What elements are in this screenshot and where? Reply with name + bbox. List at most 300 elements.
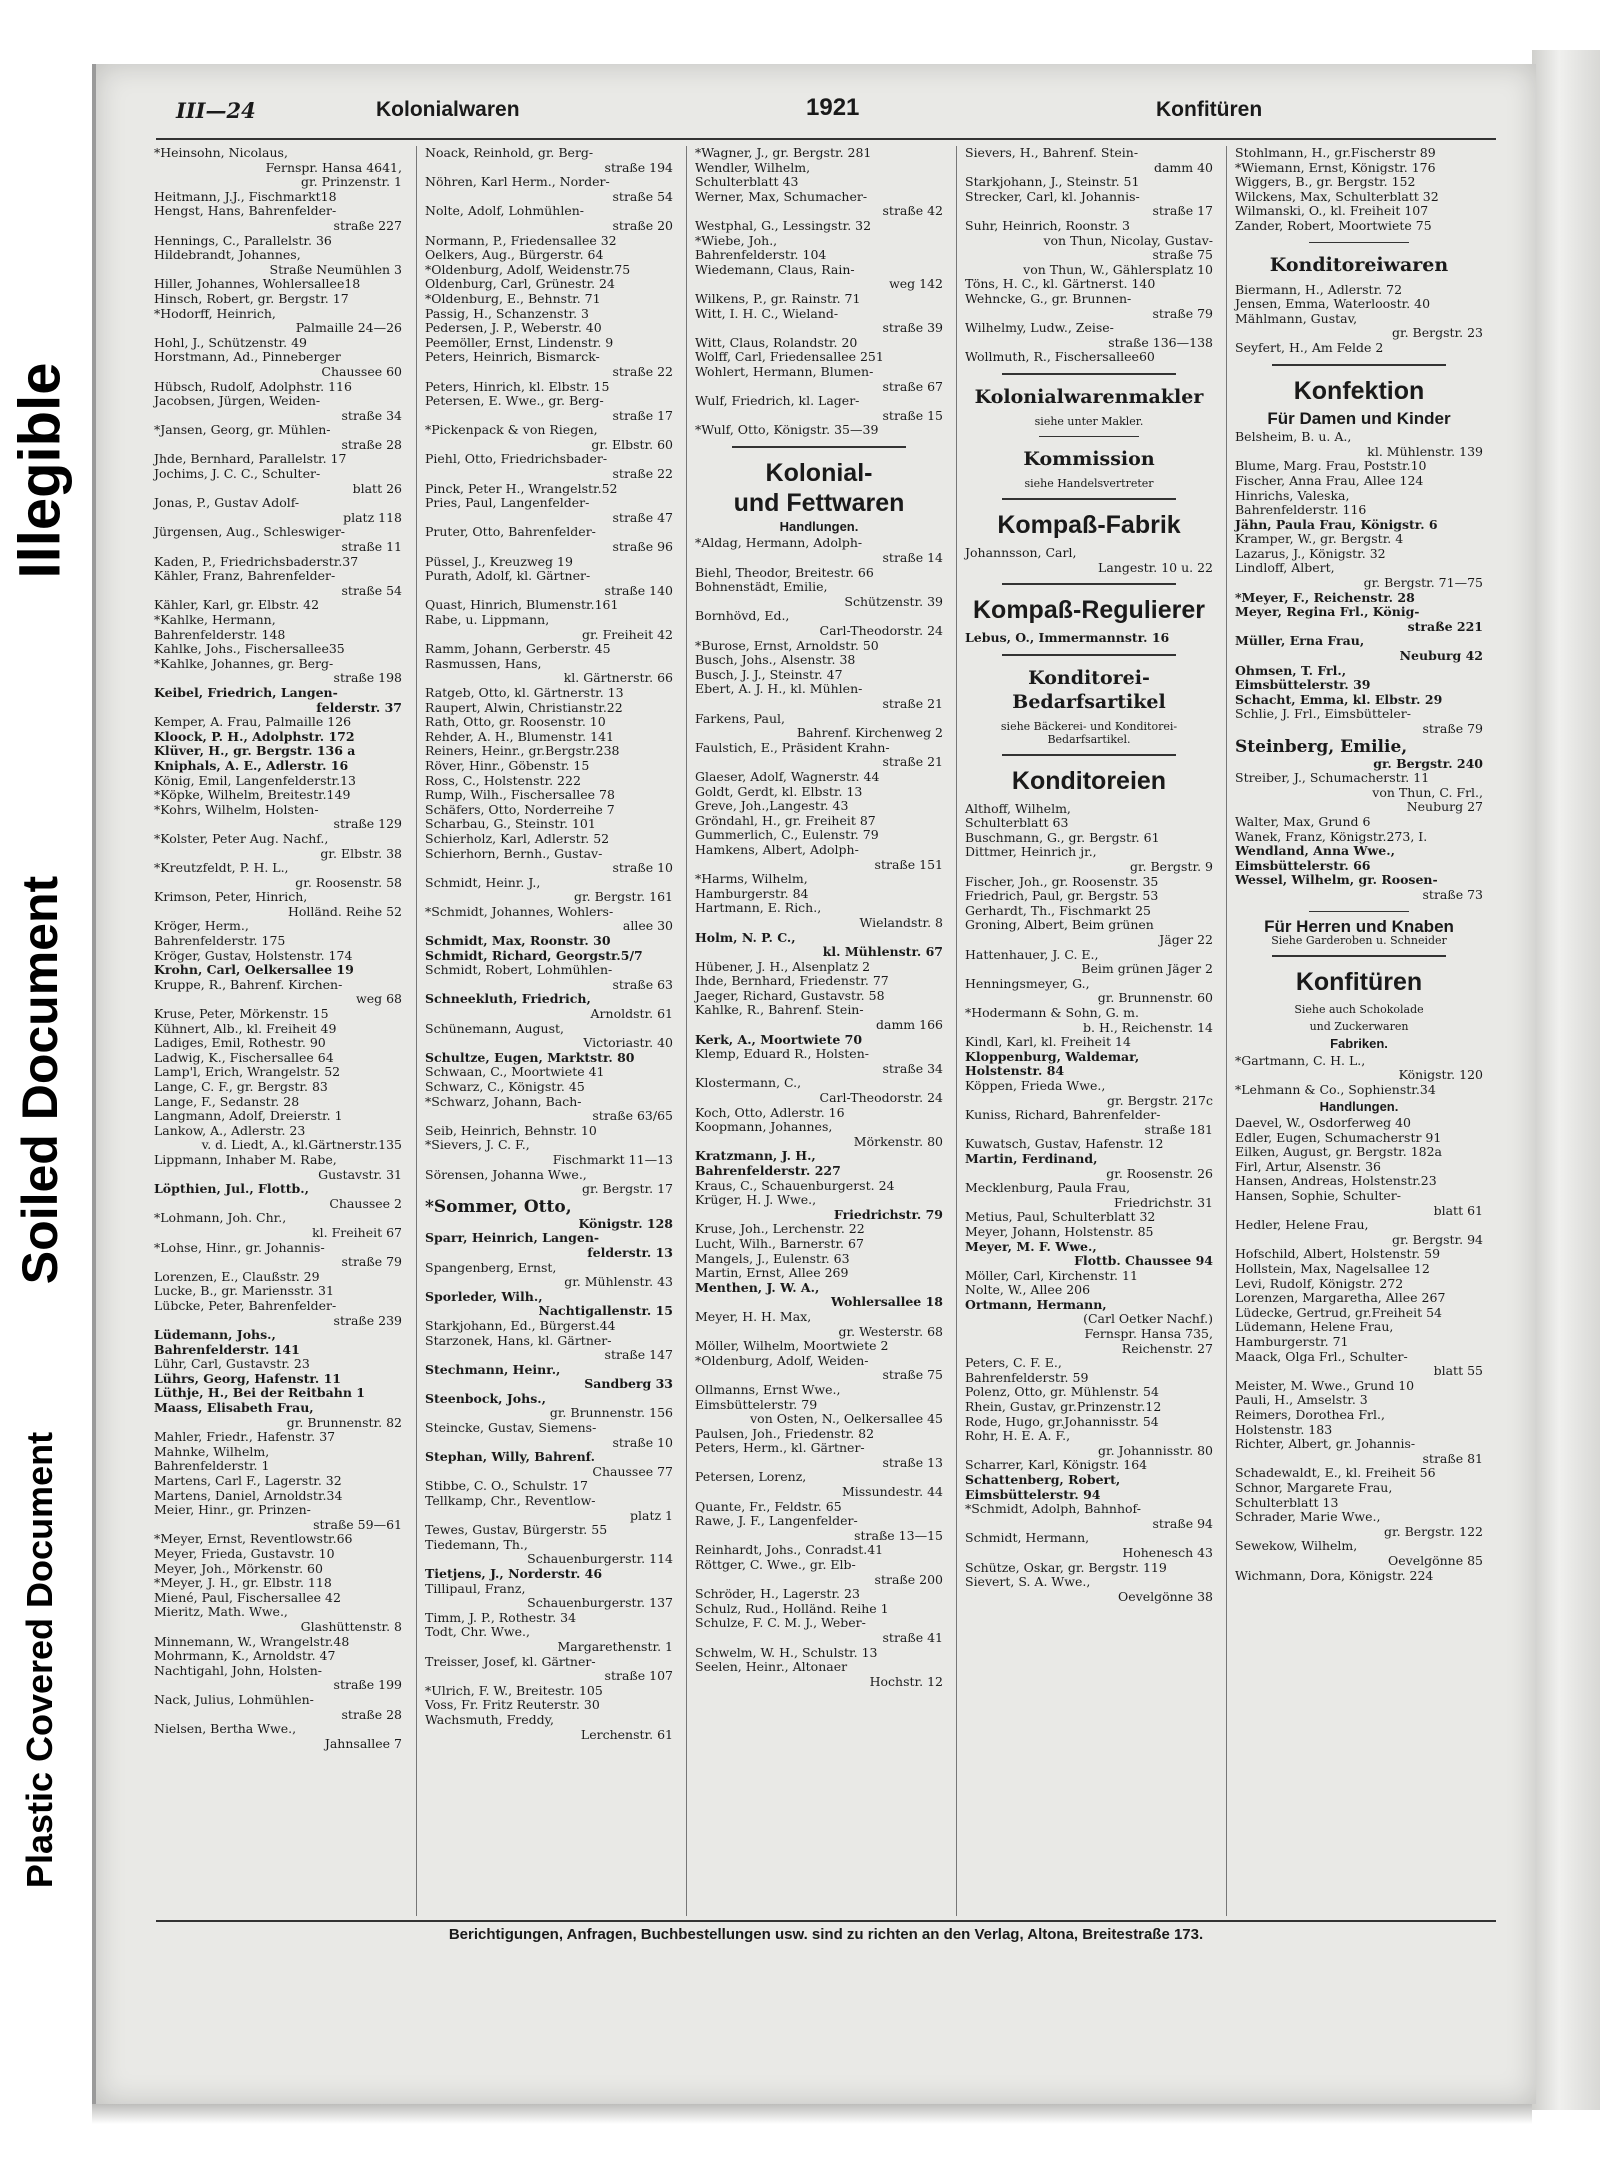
directory-entry-line: Paulsen, Joh., Friedenstr. 82 — [695, 1425, 875, 1441]
directory-entry-line: blatt 61 — [1433, 1202, 1483, 1218]
directory-entry-line: Eimsbüttelerstr. 66 — [1235, 857, 1371, 873]
directory-entry-line: Piehl, Otto, Friedrichsbader- — [425, 451, 608, 467]
directory-entry-line: Treisser, Josef, kl. Gärtner- — [425, 1653, 596, 1669]
directory-entry-line: straße 54 — [612, 188, 673, 204]
directory-entry-line: straße 47 — [612, 509, 673, 525]
directory-entry-line: Meier, Hinr., gr. Prinzen- — [154, 1502, 311, 1518]
directory-entry-line: Wiedemann, Claus, Rain- — [695, 261, 855, 277]
directory-entry-line: Richter, Albert, gr. Johannis- — [1235, 1436, 1416, 1452]
directory-entry-line: Fernspr. Hansa 735, — [1084, 1326, 1213, 1342]
directory-entry-line: Heitmann, J.J., Fischmarkt18 — [154, 188, 337, 204]
directory-entry-line: Bohnenstädt, Emilie, — [695, 579, 828, 595]
directory-entry-line: Pinck, Peter H., Wrangelstr.52 — [425, 480, 618, 496]
directory-entry-line: *Hodermann & Sohn, G. m. — [965, 1005, 1139, 1020]
directory-entry-line: Röver, Hinr., Göbenstr. 15 — [425, 757, 590, 773]
directory-entry-line: Witt, I. H. C., Wieland- — [695, 305, 839, 321]
directory-entry-line: Königstr. 128 — [578, 1215, 673, 1231]
directory-entry-line: Rehder, A. H., Blumenstr. 141 — [425, 728, 614, 744]
directory-entry-line: Scharrer, Karl, Königstr. 164 — [965, 1457, 1148, 1473]
directory-entry-line: Hartmann, E. Rich., — [695, 900, 822, 916]
directory-entry-line: Wehncke, G., gr. Brunnen- — [965, 290, 1132, 306]
directory-entry-line: Ross, C., Holstenstr. 222 — [425, 772, 581, 788]
directory-entry-line: Flottb. Chaussee 94 — [1074, 1253, 1213, 1269]
directory-entry-line: Buschmann, G., gr. Bergstr. 61 — [965, 829, 1160, 845]
directory-entry-line: Firl, Artur, Alsenstr. 36 — [1235, 1158, 1381, 1174]
directory-entry-line: Voss, Fr. Fritz Reuterstr. 30 — [425, 1697, 600, 1713]
directory-entry-line: straße 181 — [1144, 1121, 1213, 1137]
directory-entry-line: Krimson, Peter, Hinrich, — [154, 889, 308, 905]
directory-entry-line: platz 1 — [630, 1507, 673, 1523]
directory-entry-line: Kruse, Joh., Lerchenstr. 22 — [695, 1221, 865, 1237]
directory-entry-line: platz 118 — [343, 509, 402, 525]
directory-entry-line: Peters, Hinrich, kl. Elbstr. 15 — [425, 378, 610, 394]
directory-entry-line: Holm, N. P. C., — [695, 929, 796, 945]
directory-entry-line: Streiber, J., Schumacherstr. 11 — [1235, 770, 1430, 786]
directory-entry-line: *Schmidt, Johannes, Wohlers- — [425, 903, 614, 919]
directory-entry-line: b. H., Reichenstr. 14 — [1083, 1019, 1213, 1035]
directory-entry-line: Königstr. 120 — [1398, 1067, 1483, 1083]
directory-entry-line: straße 54 — [341, 582, 402, 598]
column-2 — [416, 146, 679, 1916]
directory-entry-line: Gerhardt, Th., Fischmarkt 25 — [965, 902, 1152, 918]
directory-entry-line: Wollmuth, R., Fischersallee60 — [965, 349, 1155, 365]
column-3-inner — [687, 146, 949, 1689]
directory-entry-line: Hohl, J., Schützenstr. 49 — [154, 334, 307, 350]
directory-entry-line: Kloppenburg, Waldemar, — [965, 1048, 1140, 1064]
directory-entry-line: Hengst, Hans, Bahrenfelder- — [154, 203, 337, 219]
directory-entry-line: Lorenzen, Margaretha, Allee 267 — [1235, 1290, 1446, 1306]
directory-entry-line: Goldt, Gerdt, kl. Elbstr. 13 — [695, 783, 863, 799]
directory-entry-line: Hansen, Sophie, Schulter- — [1235, 1188, 1401, 1204]
directory-entry-line: gr. Brunnenstr. 60 — [1097, 990, 1213, 1006]
directory-entry-line: Passig, H., Schanzenstr. 3 — [425, 305, 589, 321]
directory-entry-line: Schauenburgerstr. 114 — [527, 1551, 673, 1567]
directory-entry-line: Müller, Erna Frau, — [1235, 633, 1365, 649]
directory-entry-line: Reiners, Heinr., gr.Bergstr.238 — [425, 743, 620, 759]
directory-entry-line: *Oldenburg, Adolf, Weiden- — [695, 1352, 869, 1368]
directory-entry-line: straße 15 — [882, 407, 943, 423]
directory-entry-line: Quast, Hinrich, Blumenstr.161 — [425, 597, 619, 613]
directory-entry-line: damm 166 — [876, 1017, 943, 1033]
section-divider — [1309, 242, 1408, 243]
section-title-kommission: Kommission — [1023, 447, 1155, 470]
directory-entry-line: Ortmann, Hermann, — [965, 1296, 1107, 1312]
directory-entry-line: Normann, P., Friedensallee 32 — [425, 232, 617, 248]
directory-entry-line: Schulterblatt 63 — [965, 815, 1069, 831]
directory-entry-line: straße 22 — [612, 466, 673, 482]
directory-entry-line: Hedler, Helene Frau, — [1235, 1217, 1369, 1233]
header-right-title: Konfitüren — [1156, 98, 1263, 121]
directory-entry-line: straße 59—61 — [313, 1516, 402, 1532]
directory-entry-line: Bahrenfelderstr. 1 — [154, 1458, 270, 1474]
directory-entry-line: Rump, Wilh., Fischersallee 78 — [425, 787, 615, 803]
directory-entry-line: *Oldenburg, Adolf, Weidenstr.75 — [425, 261, 631, 277]
directory-entry-line: Rasmussen, Hans, — [425, 655, 542, 671]
directory-entry-line: Missundestr. 44 — [841, 1484, 943, 1500]
directory-entry-line: Stephan, Willy, Bahrenf. — [425, 1449, 595, 1465]
directory-entry-line: Ebert, A. J. H., kl. Mühlen- — [695, 681, 863, 697]
directory-entry-line: Bornhövd, Ed., — [695, 608, 790, 624]
column-5-top-entries — [1235, 146, 1483, 234]
directory-entry-line: Meyer, H. H. Max, — [695, 1308, 812, 1324]
column-4-top-entries — [965, 146, 1213, 365]
directory-entry-line: Rhein, Gustav, gr.Prinzenstr.12 — [965, 1399, 1162, 1415]
directory-entry-line: straße 11 — [341, 539, 402, 555]
directory-entry-line: Werner, Max, Schumacher- — [695, 188, 868, 204]
header-rule — [156, 138, 1496, 140]
directory-entry-line: Starzonek, Hans, kl. Gärtner- — [425, 1332, 612, 1348]
directory-entry-line: *Schmidt, Adolph, Bahnhof- — [965, 1501, 1141, 1517]
directory-entry-line: Eimsbüttelerstr. 79 — [695, 1396, 818, 1412]
directory-entry-line: Klüver, H., gr. Bergstr. 136 a — [154, 743, 356, 759]
directory-entry-line: Fischer, Anna Frau, Allee 124 — [1235, 472, 1424, 488]
directory-entry-line: Westphal, G., Lessingstr. 32 — [695, 217, 872, 233]
directory-entry-line: *Köpke, Wilhelm, Breitestr.149 — [154, 787, 351, 803]
directory-entry-line: Reinhardt, Johs., Conradst.41 — [695, 1542, 884, 1558]
directory-entry-line: Kröger, Herm., — [154, 918, 249, 934]
entry-steinberg-address: gr. Bergstr. 240 — [1373, 755, 1483, 771]
directory-entry-line: Hohenesch 43 — [1122, 1544, 1213, 1560]
directory-entry-line: Schnor, Margarete Frau, — [1235, 1479, 1393, 1495]
section-note-kommission: siehe Handelsvertreter — [1024, 476, 1154, 490]
directory-entry-line: Dittmer, Heinrich jr., — [965, 844, 1097, 860]
directory-entry-line: straße 227 — [333, 217, 402, 233]
directory-entry-line: Schmidt, Robert, Lohmühlen- — [425, 962, 613, 978]
directory-entry-line: *Schwarz, Johann, Bach- — [425, 1093, 582, 1109]
directory-entry-line: gr. Prinzenstr. 1 — [301, 174, 402, 190]
directory-entry-line: Krohn, Carl, Oelkersallee 19 — [154, 962, 354, 978]
directory-entry-line: straße 13—15 — [854, 1527, 943, 1543]
directory-entry-line: Purath, Adolf, kl. Gärtner- — [425, 568, 591, 584]
directory-entry-line: straße 221 — [1407, 618, 1483, 634]
directory-entry-line: *Kahlke, Hermann, — [154, 612, 276, 627]
directory-entry-line: Oldenburg, Carl, Grünestr. 24 — [425, 276, 615, 292]
directory-entry-line: Schulterblatt 13 — [1235, 1494, 1339, 1510]
directory-entry-line: straße 73 — [1422, 886, 1483, 902]
directory-entry-line: Möller, Wilhelm, Moortwiete 2 — [695, 1338, 889, 1354]
directory-entry-line: Lüthje, H., Bei der Reitbahn 1 — [154, 1385, 365, 1401]
directory-entry-line: *Kohrs, Wilhelm, Holsten- — [154, 801, 319, 817]
directory-entry-line: Lindloff, Albert, — [1235, 560, 1335, 576]
directory-entry-line: gr. Roosenstr. 58 — [295, 874, 402, 890]
directory-entry-line: Schröder, H., Lagerstr. 23 — [695, 1586, 860, 1602]
publisher-footer: Berichtigungen, Anfragen, Buchbestellungen usw. sind zu richten an den Verlag, Altona, Breitestraße 173. — [448, 1926, 1204, 1943]
directory-entry-line: Ramm, Johann, Gerberstr. 45 — [425, 641, 611, 657]
directory-entry-line: Meyer, M. F. Wwe., — [965, 1238, 1097, 1254]
directory-entry-line: Suhr, Heinrich, Roonstr. 3 — [965, 217, 1130, 233]
directory-entry-line: Wendler, Wilhelm, — [695, 159, 811, 175]
directory-entry-line: Fernspr. Hansa 4641, — [265, 159, 402, 175]
kompass-regulierer-entries — [965, 631, 1213, 646]
directory-entry-line: Wilhelmy, Ludw., Zeise- — [965, 320, 1114, 336]
directory-entry-line: Bahrenfelderstr. 59 — [965, 1369, 1089, 1385]
directory-entry-line: kl. Mühlenstr. 67 — [822, 944, 943, 960]
directory-entry-line: straße 200 — [874, 1571, 943, 1587]
directory-entry-line: Martin, Ferdinand, — [965, 1150, 1098, 1166]
directory-entry-line: Biermann, H., Adlerstr. 72 — [1235, 281, 1403, 297]
section-title-kompass-regulierer: Kompaß-Regulierer — [973, 596, 1205, 625]
directory-entry-line: Hildebrandt, Johannes, — [154, 247, 301, 263]
section-title-line1: Kolonial- — [765, 458, 873, 487]
directory-entry-line: Lübcke, Peter, Bahrenfelder- — [154, 1297, 337, 1313]
directory-entry-line: Kuniss, Richard, Bahrenfelder- — [965, 1107, 1161, 1123]
directory-entry-line: Quante, Fr., Feldstr. 65 — [695, 1498, 842, 1514]
column-3 — [686, 146, 949, 1916]
directory-entry-line: Kerk, A., Moortwiete 70 — [695, 1031, 863, 1047]
directory-entry-line: gr. Bergstr. 17 — [581, 1181, 673, 1197]
directory-entry-line: Neuburg 42 — [1399, 648, 1483, 664]
directory-entry-line: Meyer, Frieda, Gustavstr. 10 — [154, 1546, 335, 1561]
column-3-bottom-entries — [695, 536, 943, 1689]
section-title-konfitueren: Konfitüren — [1295, 968, 1423, 997]
directory-entry-line: *Aldag, Hermann, Adolph- — [695, 535, 863, 551]
directory-entry-line: allee 30 — [622, 918, 673, 934]
directory-entry-line: *Kreutzfeldt, P. H. L., — [154, 860, 289, 876]
directory-entry-line: straße 129 — [333, 816, 402, 832]
directory-entry-line: Steincke, Gustav, Siemens- — [425, 1420, 597, 1436]
section-title-bedarfsartikel: Konditorei-Bedarfsartikel — [1012, 666, 1166, 713]
directory-entry-line: Keibel, Friedrich, Langen- — [154, 684, 338, 700]
directory-entry-line: *Wulf, Otto, Königstr. 35—39 — [695, 422, 879, 438]
section-note-makler: siehe unter Makler. — [1034, 414, 1144, 428]
directory-entry-line: felderstr. 13 — [587, 1244, 673, 1260]
directory-entry-line: Röttger, C. Wwe., gr. Elb- — [695, 1557, 856, 1573]
directory-entry-line: *Wiebe, Joh., — [695, 232, 778, 248]
directory-entry-line: gr. Bergstr. 122 — [1384, 1523, 1483, 1539]
directory-entry-line: straße 199 — [333, 1677, 402, 1693]
directory-entry-line: Bahrenf. Kirchenweg 2 — [796, 725, 943, 741]
directory-entry-line: Jensen, Emma, Waterloostr. 40 — [1235, 296, 1431, 312]
column-3-top-entries — [695, 146, 943, 438]
directory-entry-line: Martens, Daniel, Arnoldstr.34 — [154, 1487, 343, 1503]
directory-entry-line: Ihde, Bernhard, Friedenstr. 77 — [695, 973, 889, 989]
directory-entry-line: Sporleder, Wilh., — [425, 1288, 543, 1304]
directory-entry-line: v. d. Liedt, A., kl.Gärtnerstr.135 — [201, 1137, 402, 1153]
directory-entry-line: straße 22 — [612, 363, 673, 379]
directory-entry-line: Schadewaldt, E., kl. Freiheit 56 — [1235, 1465, 1436, 1481]
directory-entry-line: Kahlke, R., Bahrenf. Stein- — [695, 1002, 864, 1018]
directory-entry-line: straße 147 — [604, 1347, 673, 1363]
section-title-kompass-fabrik: Kompaß-Fabrik — [997, 510, 1181, 539]
directory-entry-line: Jäger 22 — [1159, 932, 1213, 948]
directory-entry-line: Stohlmann, H., gr.Fischerstr 89 — [1235, 146, 1436, 160]
directory-entry-line: kl. Gärtnerstr. 66 — [563, 670, 673, 686]
directory-entry-line: Kähler, Franz, Bahrenfelder- — [154, 568, 336, 584]
directory-entry-line: Hollstein, Max, Nagelsallee 12 — [1235, 1261, 1430, 1277]
section-divider — [1272, 955, 1446, 957]
konditoreien-entries — [965, 802, 1213, 1605]
directory-entry-line: Kemper, A. Frau, Palmaille 126 — [154, 714, 352, 730]
section-title-kolonial — [695, 458, 943, 518]
directory-entry-line: Rode, Hugo, gr.Johannisstr. 54 — [965, 1413, 1159, 1429]
directory-entry-line: Ladiges, Emil, Rothestr. 90 — [154, 1035, 326, 1051]
section-divider — [1002, 654, 1176, 656]
directory-entry-line: Klemp, Eduard R., Holsten- — [695, 1046, 869, 1062]
directory-entry-line: gr. Brunnenstr. 82 — [286, 1414, 402, 1430]
directory-entry-line: Bahrenfelderstr. 175 — [154, 933, 286, 949]
directory-entry-line: Jochims, J. C. C., Schulter- — [154, 466, 321, 482]
directory-entry-line: Kindl, Karl, kl. Freiheit 14 — [965, 1034, 1131, 1050]
directory-entry-line: straße 194 — [604, 159, 673, 175]
directory-entry-line: Peters, Herm., kl. Gärtner- — [695, 1440, 865, 1456]
directory-entry-line: *Jansen, Georg, gr. Mühlen- — [154, 422, 331, 438]
directory-entry-line: gr. Westerstr. 68 — [838, 1323, 943, 1339]
directory-entry-line: Hiller, Johannes, Wohlersallee18 — [154, 276, 361, 292]
directory-entry-line: Sparr, Heinrich, Langen- — [425, 1230, 600, 1246]
directory-entry-line: straße 39 — [882, 320, 943, 336]
directory-entry-line: straße 10 — [612, 1434, 673, 1450]
directory-entry-line: straße 79 — [1422, 721, 1483, 736]
directory-entry-line: straße 96 — [612, 539, 673, 555]
footer-rule — [156, 1920, 1496, 1922]
directory-entry-line: Lüdecke, Gertrud, gr.Freiheit 54 — [1235, 1304, 1442, 1320]
section-title-line2: und Fettwaren — [733, 488, 905, 517]
directory-entry-line: straße 79 — [1152, 305, 1213, 321]
directory-entry-line: straße 75 — [882, 1367, 943, 1383]
directory-entry-line: Lüdemann, Johs., — [154, 1327, 276, 1343]
directory-entry-line: Kahlke, Johs., Fischersallee35 — [154, 641, 345, 657]
directory-entry-line: Peters, C. F. E., — [965, 1355, 1062, 1371]
handlungen-entries — [1235, 1116, 1483, 1583]
directory-entry-line: Holstenstr. 84 — [965, 1063, 1065, 1079]
directory-entry-line: Fischer, Joh., gr. Roosenstr. 35 — [965, 873, 1159, 889]
directory-entry-line: Starkjohann, Ed., Bürgerst.44 — [425, 1317, 616, 1333]
directory-entry-line: Schützenstr. 39 — [844, 593, 943, 609]
directory-entry-line: Krüger, H. J. Wwe., — [695, 1192, 817, 1208]
directory-entry-line: Schlie, J. Frl., Eimsbütteler- — [1235, 706, 1411, 722]
section-divider — [1309, 911, 1408, 912]
directory-entry-line: Nachtigahl, John, Holsten- — [154, 1662, 323, 1678]
section-note-bedarfsartikel: siehe Bäckerei- und Konditorei-Bedarfsartikel. — [1000, 719, 1178, 746]
directory-entry-line: gr. Mühlenstr. 43 — [564, 1274, 673, 1290]
directory-entry-line: Busch, J. J., Steinstr. 47 — [695, 666, 843, 682]
directory-entry-line: straße 17 — [1152, 203, 1213, 219]
directory-entry-line: Kratzmann, J. H., — [695, 1148, 816, 1164]
directory-entry-line: Lorenzen, E., Claußstr. 29 — [154, 1268, 320, 1284]
directory-entry-line: Lankow, A., Adlerstr. 23 — [154, 1122, 306, 1138]
directory-entry-line: Spangenberg, Ernst, — [425, 1259, 557, 1275]
directory-entry-line: Fischmarkt 11—13 — [552, 1151, 673, 1167]
directory-entry-line: Friedrichstr. 79 — [833, 1206, 943, 1222]
section-divider — [1002, 583, 1176, 585]
directory-entry-line: Wohlersallee 18 — [830, 1294, 943, 1310]
directory-entry-line: Schulterblatt 43 — [695, 174, 799, 190]
directory-entry-line: Stechmann, Heinr., — [425, 1361, 561, 1377]
section-divider — [1002, 754, 1176, 756]
directory-entry-line: weg 68 — [356, 991, 402, 1007]
directory-entry-line: Tiedemann, Th., — [425, 1536, 528, 1552]
directory-entry-line: Schulz, Rud., Holländ. Reihe 1 — [695, 1600, 889, 1616]
directory-entry-line: Jhde, Bernhard, Parallelstr. 17 — [154, 451, 347, 467]
directory-entry-line: blatt 26 — [352, 480, 402, 496]
directory-entry-line: Gummerlich, C., Eulenstr. 79 — [695, 827, 879, 843]
directory-entry-line: Strecker, Carl, kl. Johannis- — [965, 188, 1140, 204]
directory-entry-line: Wilmanski, O., kl. Freiheit 107 — [1235, 203, 1429, 219]
directory-entry-line: Lazarus, J., Königstr. 32 — [1235, 545, 1386, 561]
directory-entry-line: Friedrichstr. 31 — [1114, 1194, 1213, 1210]
directory-entry-line: Blume, Marg. Frau, Poststr.10 — [1235, 458, 1427, 474]
directory-entry-line: Ratgeb, Otto, kl. Gärtnerstr. 13 — [425, 684, 624, 700]
directory-entry-line: *Harms, Wilhelm, — [695, 871, 808, 887]
directory-entry-line: Lange, F., Sedanstr. 28 — [154, 1093, 300, 1109]
directory-entry-line: Holstenstr. 183 — [1235, 1421, 1333, 1437]
directory-entry-line: Schütze, Oskar, gr. Bergstr. 119 — [965, 1559, 1167, 1575]
directory-entry-line: Lucht, Wilh., Barnerstr. 67 — [695, 1235, 864, 1251]
directory-entry-line: *Ulrich, F. W., Breitestr. 105 — [425, 1682, 603, 1698]
directory-entry-line: weg 142 — [889, 276, 943, 292]
directory-entry-line: Maack, Olga Frl., Schulter- — [1235, 1348, 1408, 1364]
directory-entry-line: Hinsch, Robert, gr. Bergstr. 17 — [154, 290, 349, 306]
directory-entry-line: Chaussee 60 — [321, 363, 402, 379]
directory-entry-line: Rath, Otto, gr. Roosenstr. 10 — [425, 714, 606, 730]
directory-entry-line: Petersen, E. Wwe., gr. Berg- — [425, 393, 604, 409]
directory-columns — [146, 146, 1496, 1916]
directory-entry-line: Martens, Carl F., Lagerstr. 32 — [154, 1473, 342, 1489]
directory-entry-line: straße 198 — [333, 670, 402, 686]
directory-entry-line: *Kahlke, Johannes, gr. Berg- — [154, 655, 334, 671]
directory-entry-line: Petersen, Lorenz, — [695, 1469, 807, 1485]
directory-entry-line: Metius, Paul, Schulterblatt 32 — [965, 1209, 1156, 1225]
directory-entry-line: Tietjens, J., Norderstr. 46 — [425, 1566, 603, 1581]
directory-entry-line: Nachtigallenstr. 15 — [538, 1303, 673, 1319]
directory-entry-line: Schmidt, Hermann, — [965, 1530, 1090, 1546]
directory-entry-line: *Hodorff, Heinrich, — [154, 305, 276, 321]
directory-entry-line: Starkjohann, J., Steinstr. 51 — [965, 174, 1140, 190]
directory-entry-line: Schäfers, Otto, Norderreihe 7 — [425, 801, 615, 817]
directory-entry-line: Reimers, Dorothea Frl., — [1235, 1406, 1385, 1422]
section-sub-fabriken: Fabriken. — [1330, 1036, 1388, 1052]
directory-entry-line: Arnoldstr. 61 — [590, 1006, 673, 1022]
directory-entry-line: Beim grünen Jäger 2 — [1081, 961, 1213, 977]
directory-entry-line: Lebus, O., Immermannstr. 16 — [965, 630, 1170, 646]
directory-entry-line: Kröger, Gustav, Holstenstr. 174 — [154, 947, 353, 963]
directory-entry-line: straße 81 — [1422, 1450, 1483, 1466]
directory-entry-line: Wolff, Carl, Friedensallee 251 — [695, 349, 884, 365]
directory-entry-line: gr. Elbstr. 60 — [591, 436, 673, 452]
directory-entry-line: Jaeger, Richard, Gustavstr. 58 — [695, 987, 885, 1003]
directory-entry-line: Martin, Ernst, Allee 269 — [695, 1265, 849, 1281]
directory-entry-line: Kruse, Peter, Mörkenstr. 15 — [154, 1006, 329, 1022]
directory-entry-line: (Carl Oetker Nachf.) — [1083, 1311, 1213, 1327]
column-1-entries — [146, 146, 408, 1751]
directory-entry-line: Kraus, C., Schauenburgerst. 24 — [695, 1177, 895, 1193]
directory-entry-line: Löpthien, Jul., Flottb., — [154, 1181, 309, 1197]
directory-entry-line: Kniphals, A. E., Adlerstr. 16 — [154, 757, 349, 773]
directory-entry-line: straße 41 — [882, 1630, 943, 1645]
directory-entry-line: Meyer, Joh., Mörkenstr. 60 — [154, 1560, 323, 1576]
directory-entry-line: Schauenburgerstr. 137 — [527, 1595, 673, 1611]
directory-entry-line: Biehl, Theodor, Breitestr. 66 — [695, 564, 874, 580]
directory-entry-line: Steenbock, Johs., — [425, 1390, 546, 1406]
directory-entry-line: Mahnke, Wilhelm, — [154, 1443, 270, 1459]
directory-entry-line: Hamkens, Albert, Adolph- — [695, 841, 859, 857]
directory-entry-line: Lerchenstr. 61 — [580, 1726, 673, 1742]
directory-entry-line: Seyfert, H., Am Felde 2 — [1235, 339, 1384, 355]
directory-entry-line: felderstr. 37 — [316, 699, 402, 715]
directory-entry-line: Eimsbüttelerstr. 94 — [965, 1486, 1101, 1502]
directory-entry-line: Kruppe, R., Bahrenf. Kirchen- — [154, 976, 343, 992]
section-title-konditoreiwaren: Konditoreiwaren — [1269, 253, 1449, 276]
directory-entry-line: Lamp'l, Erich, Wrangelstr. 52 — [154, 1064, 341, 1080]
directory-entry-line: Schmidt, Max, Roonstr. 30 — [425, 933, 611, 949]
directory-entry-line: gr. Bergstr. 9 — [1129, 859, 1213, 875]
illegible-label: Illegible — [7, 362, 73, 578]
scanned-page — [92, 64, 1536, 2104]
directory-entry-line: Mieritz, Math. Wwe., — [154, 1604, 288, 1620]
directory-entry-line: Schneekluth, Friedrich, — [425, 991, 591, 1007]
directory-entry-line: Hochstr. 12 — [869, 1673, 943, 1689]
directory-entry-line: Kuwatsch, Gustav, Hafenstr. 12 — [965, 1136, 1164, 1152]
